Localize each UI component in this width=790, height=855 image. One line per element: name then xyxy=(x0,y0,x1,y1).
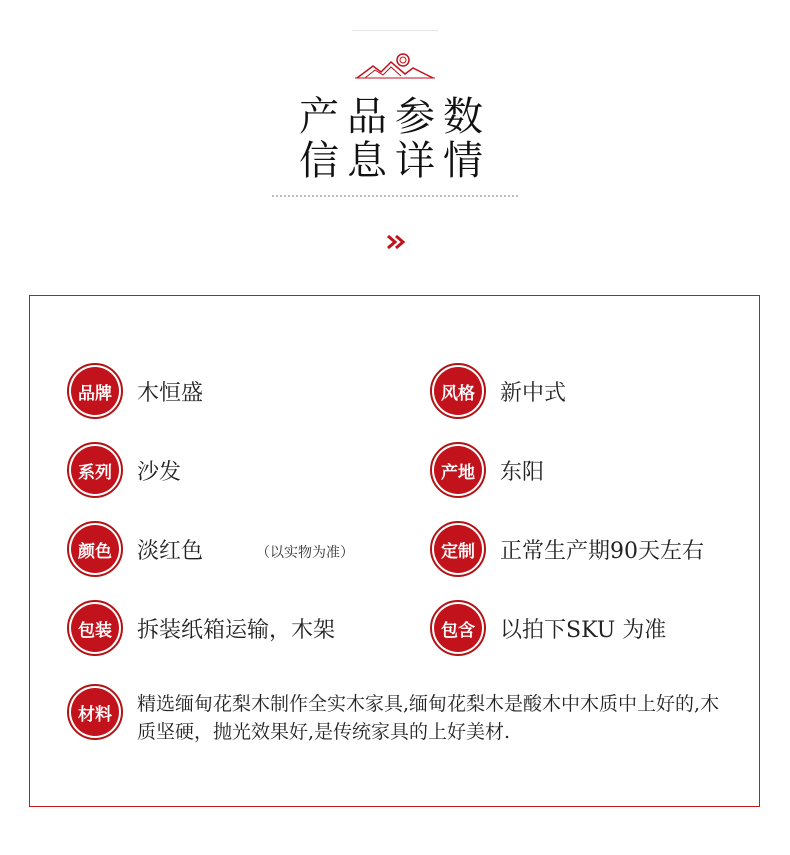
color-value: 淡红色 xyxy=(137,539,204,564)
style-badge xyxy=(430,363,486,419)
origin-label: 产地 xyxy=(434,446,482,494)
style-value: 新中式 xyxy=(500,381,567,406)
color-badge xyxy=(67,521,123,577)
contents-value: 以拍下SKU 为准 xyxy=(500,618,667,643)
material-badge xyxy=(67,684,123,740)
origin-value: 东阳 xyxy=(500,460,545,485)
page-title-line-2: 信息详情 xyxy=(299,138,491,184)
custom-badge xyxy=(430,521,486,577)
brand-value: 木恒盛 xyxy=(137,381,204,406)
material-label: 材料 xyxy=(71,688,119,736)
origin-badge xyxy=(430,442,486,498)
brand-badge xyxy=(67,363,123,419)
style-label: 风格 xyxy=(434,367,482,415)
color-note: （以实物为准） xyxy=(256,545,354,561)
series-value: 沙发 xyxy=(137,460,182,485)
title-divider xyxy=(272,195,518,197)
contents-label: 包含 xyxy=(434,604,482,652)
brand-label: 品牌 xyxy=(71,367,119,415)
mountain-sun-logo xyxy=(355,52,435,80)
package-value: 拆装纸箱运输，木架 xyxy=(137,618,336,643)
double-chevron-right-icon xyxy=(386,232,406,252)
series-label: 系列 xyxy=(71,446,119,494)
material-value: 精选缅甸花梨木制作全实木家具,缅甸花梨木是酸木中木质中上好的,木质坚硬，抛光效果好,是传统家具的上好美材. xyxy=(137,693,720,743)
series-badge xyxy=(67,442,123,498)
page-title-line-1: 产品参数 xyxy=(299,94,491,140)
custom-label: 定制 xyxy=(434,525,482,573)
package-label: 包装 xyxy=(71,604,119,652)
contents-badge xyxy=(430,600,486,656)
custom-value: 正常生产期90天左右 xyxy=(500,539,704,564)
package-badge xyxy=(67,600,123,656)
color-label: 颜色 xyxy=(71,525,119,573)
